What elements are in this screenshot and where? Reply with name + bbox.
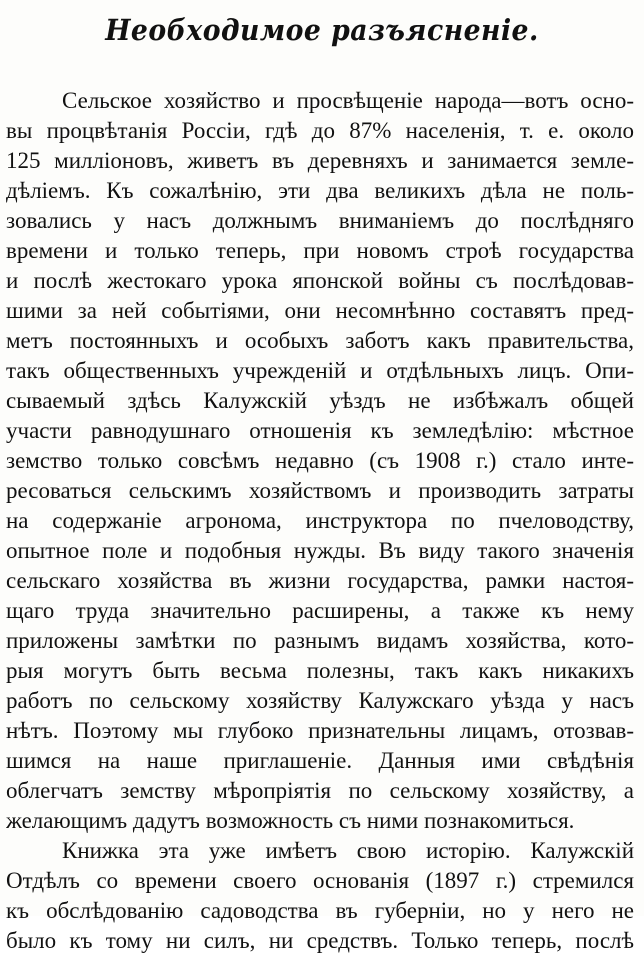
text-line: рыя могутъ быть весьма полезны, такъ какъ никакихъ (6, 658, 634, 683)
text-line: участи равнодушнаго отношенія къ земледѣлію: мѣстное (6, 418, 634, 443)
text-line: Сельское хозяйство и просвѣщеніе народа—вотъ осно- (62, 88, 634, 113)
page-title: Необходимое разъясненіе. (105, 13, 539, 47)
text-line: такъ общественныхъ учрежденій и отдѣльныхъ лицъ. Опи- (6, 358, 634, 383)
text-line: метъ постоянныхъ и особыхъ заботъ какъ правительства, (6, 328, 634, 353)
text-line: вы процвѣтанія Россіи, гдѣ до 87% населенія, т. е. около (6, 118, 634, 143)
text-line: сываемый здѣсь Калужскій уѣздъ не избѣжалъ общей (6, 388, 634, 413)
text-line: ресоваться сельскимъ хозяйствомъ и производить затраты (6, 478, 634, 503)
text-line: приложены замѣтки по разнымъ видамъ хозяйства, кото- (6, 628, 634, 653)
text-line: опытное поле и подобныя нужды. Въ виду такого значенія (6, 538, 634, 563)
text-line: работъ по сельскому хозяйству Калужскаго уѣзда у насъ (6, 688, 634, 713)
text-line: было къ тому ни силъ, ни средствъ. Только теперь, послѣ (6, 928, 634, 953)
text-line: сельскаго хозяйства въ жизни государства, рамки настоя- (6, 568, 634, 593)
text-line: облегчатъ земству мѣропріятія по сельскому хозяйству, а (6, 778, 634, 803)
text-line: земство только совсѣмъ недавно (съ 1908 г.) стало инте- (6, 448, 634, 473)
text-line: нѣтъ. Поэтому мы глубоко признательны лицамъ, отозвав- (6, 718, 634, 743)
text-line: и послѣ жестокаго урока японской войны съ послѣдовав- (6, 268, 634, 293)
text-line: Книжка эта уже имѣетъ свою исторію. Калужскій (62, 838, 634, 863)
text-line: зовались у насъ должнымъ вниманіемъ до послѣдняго (6, 208, 634, 233)
text-line: къ обслѣдованію садоводства въ губерніи, но у него не (6, 898, 634, 923)
text-line: на содержаніе агронома, инструктора по пчеловодству, (6, 508, 634, 533)
text-line: желающимъ дадутъ возможность съ ними познакомиться. (6, 808, 575, 833)
text-line: шими за ней событіями, они несомнѣнно составятъ пред- (6, 298, 634, 323)
text-line: дѣліемъ. Къ сожалѣнію, эти два великихъ дѣла не поль- (6, 178, 634, 203)
text-line: шимся на наше приглашеніе. Данныя ими свѣдѣнія (6, 748, 634, 773)
text-line: щаго труда значительно расширены, а также къ нему (6, 598, 634, 623)
text-line: Отдѣлъ со времени своего основанія (1897 г.) стремился (6, 868, 634, 893)
text-line: 125 милліоновъ, живетъ въ деревняхъ и занимается земле- (6, 148, 634, 173)
text-line: времени и только теперь, при новомъ строѣ государства (6, 238, 634, 263)
